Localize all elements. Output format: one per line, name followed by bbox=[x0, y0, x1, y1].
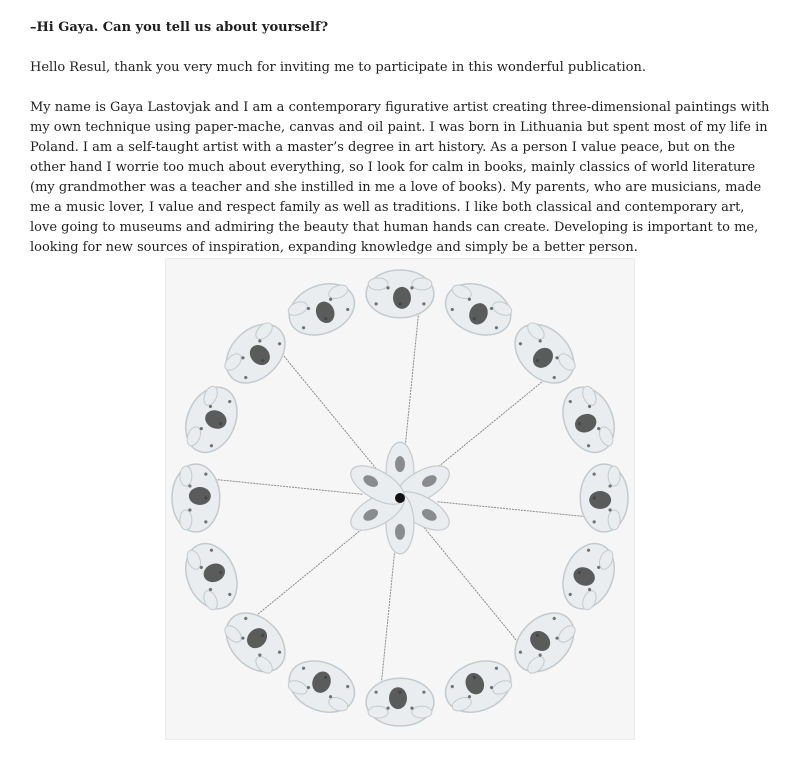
outer-hand bbox=[366, 678, 434, 726]
interview-question: –Hi Gaya. Can you tell us about yourself? bbox=[30, 20, 329, 35]
thread-line bbox=[429, 380, 544, 474]
outer-hand bbox=[281, 274, 362, 344]
outer-hand bbox=[504, 602, 586, 684]
outer-hand bbox=[438, 274, 519, 344]
outer-hand bbox=[580, 464, 628, 532]
thread-line bbox=[424, 527, 518, 642]
outer-hand bbox=[176, 536, 246, 617]
thread-line bbox=[404, 313, 419, 461]
greeting-paragraph: Hello Resul, thank you very much for inviting me to participate in this wonderful publication. bbox=[30, 60, 646, 75]
center-dot bbox=[395, 493, 405, 503]
outer-hand bbox=[554, 379, 624, 460]
artwork-illustration bbox=[166, 259, 634, 739]
outer-hand bbox=[366, 270, 434, 318]
thread-line bbox=[282, 354, 376, 469]
thread-line bbox=[438, 502, 586, 517]
thread-line bbox=[381, 536, 396, 684]
outer-hand bbox=[215, 313, 297, 395]
outer-hand bbox=[215, 602, 297, 684]
outer-hand bbox=[554, 536, 624, 617]
artwork-image bbox=[165, 258, 635, 740]
thread-line bbox=[256, 522, 371, 616]
outer-hand bbox=[281, 652, 362, 722]
outer-hand bbox=[504, 313, 586, 395]
thread-line bbox=[215, 479, 363, 494]
bio-paragraph: My name is Gaya Lastovjak and I am a contemporary figurative artist creating three-dimensional paintings with my own technique using paper-mache, canvas and oil paint. I was born in Lithuania but spent most of my life in Poland. I am a self-taught artist with a master’s degree in art history. As a person I value peace, but on the other hand I worrie too much about everything, so I look for calm in books, mainly classics of world literature (my grandmother was a teacher and she instilled in me a love of books). My parents, who are musicians, made me a music lover, I value and respect family as well as traditions. I like both classical and contemporary art, love going to museums and admiring the beauty that human hands can create. Developing is important to me, looking for new sources of inspiration, expanding knowledge and simply be a better person. bbox=[30, 100, 770, 255]
outer-hand bbox=[172, 464, 220, 532]
outer-hand bbox=[438, 652, 519, 722]
outer-hand bbox=[176, 379, 246, 460]
